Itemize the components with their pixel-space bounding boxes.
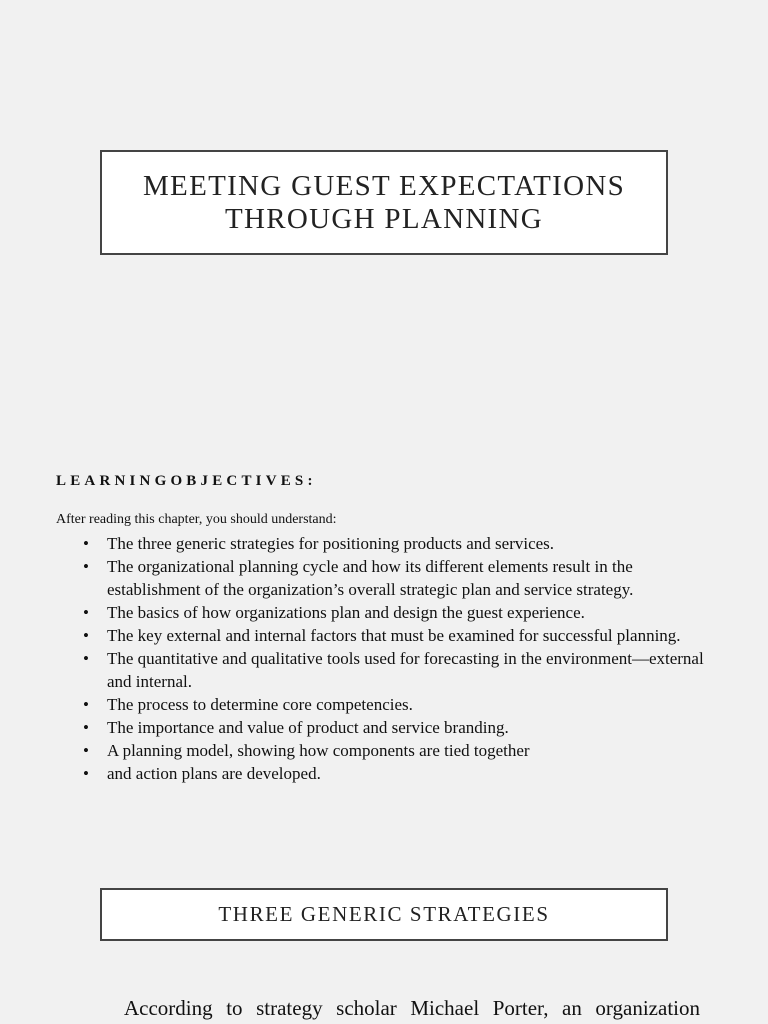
- learning-objectives-intro: After reading this chapter, you should understand:: [56, 512, 337, 527]
- bullet-icon: •: [83, 764, 89, 783]
- list-item-text: The quantitative and qualitative tools used for forecasting in the environment—external and internal.: [107, 649, 704, 691]
- list-item-text: A planning model, showing how components are tied together: [107, 741, 530, 760]
- list-item: [80, 532, 720, 555]
- list-item-text: The basics of how organizations plan and design the guest experience.: [107, 603, 585, 622]
- list-item-text: The three generic strategies for positioning products and services.: [107, 534, 555, 553]
- list-item: [80, 555, 720, 601]
- chapter-title-line-2: THROUGH PLANNING: [224, 202, 544, 235]
- list-item: [80, 739, 720, 762]
- list-item: [80, 601, 720, 624]
- learning-objectives-list: [80, 532, 720, 785]
- list-item: [80, 693, 720, 716]
- learning-objectives-heading: LEARNINGOBJECTIVES:: [56, 473, 317, 489]
- list-item: [80, 762, 720, 785]
- list-item: [80, 647, 720, 693]
- body-paragraph: According to strategy scholar Michael Porter, an organization: [124, 996, 700, 1020]
- chapter-title-line-1: MEETING GUEST EXPECTATIONS: [142, 169, 626, 202]
- bullet-icon: •: [83, 557, 89, 576]
- bullet-icon: •: [83, 741, 89, 760]
- bullet-icon: •: [83, 534, 89, 553]
- list-item-text: The key external and internal factors that must be examined for successful planning.: [107, 626, 681, 645]
- chapter-title-box: [100, 150, 668, 255]
- list-item-text: The organizational planning cycle and how its different elements result in the establishment of the organization’s overall strategic plan and service strategy.: [107, 557, 634, 599]
- list-item-text: The importance and value of product and service branding.: [107, 718, 509, 737]
- list-item: [80, 716, 720, 739]
- bullet-icon: •: [83, 718, 89, 737]
- list-item-text: and action plans are developed.: [107, 764, 321, 783]
- bullet-icon: •: [83, 626, 89, 645]
- bullet-icon: •: [83, 649, 89, 668]
- section-title-box: [100, 888, 668, 941]
- bullet-icon: •: [83, 695, 89, 714]
- list-item: [80, 624, 720, 647]
- bullet-icon: •: [83, 603, 89, 622]
- list-item-text: The process to determine core competencies.: [107, 695, 413, 714]
- section-title: THREE GENERIC STRATEGIES: [218, 902, 550, 926]
